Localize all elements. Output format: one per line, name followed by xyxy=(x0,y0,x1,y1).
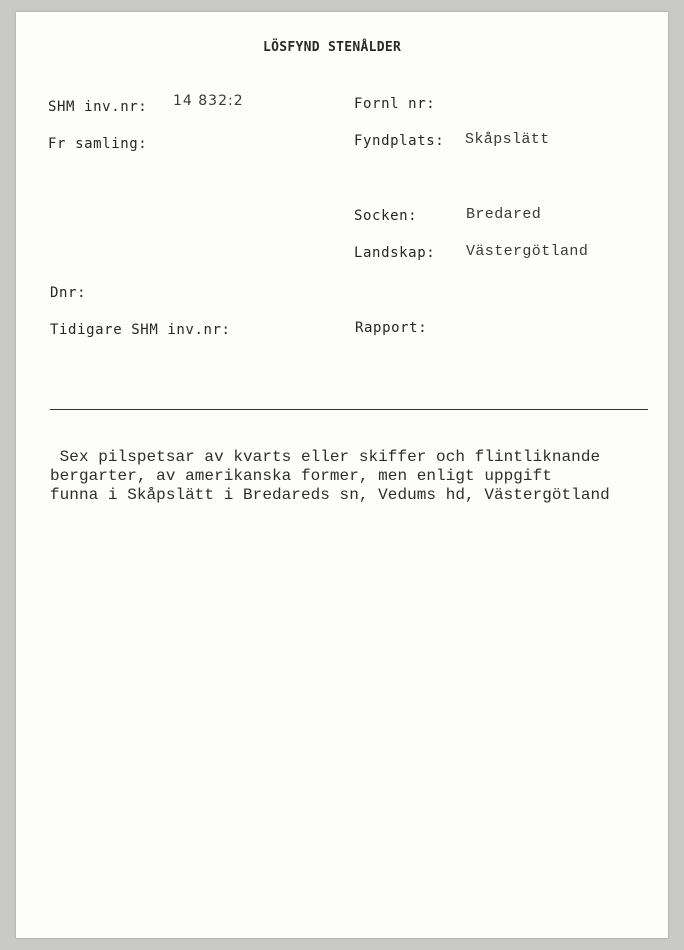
shm-inv-value: 14 832:2 xyxy=(173,93,244,109)
rapport-label: Rapport: xyxy=(355,320,428,336)
fornl-nr-label: Fornl nr: xyxy=(354,96,436,112)
landskap-value: Västergötland xyxy=(466,243,589,260)
landskap-label: Landskap: xyxy=(354,245,436,261)
fr-samling-label: Fr samling: xyxy=(48,136,148,152)
shm-inv-label: SHM inv.nr: xyxy=(48,99,148,115)
separator-line xyxy=(50,409,648,410)
socken-value: Bredared xyxy=(466,206,542,223)
socken-label: Socken: xyxy=(354,208,418,224)
description-line: Sex pilspetsar av kvarts eller skiffer och flintliknande xyxy=(50,448,601,466)
description-text xyxy=(50,448,610,505)
tidigare-shm-inv-label: Tidigare SHM inv.nr: xyxy=(50,322,231,338)
catalog-card xyxy=(16,12,668,938)
fyndplats-value: Skåpslätt xyxy=(465,131,550,148)
dnr-label: Dnr: xyxy=(50,285,87,301)
card-title: LÖSFYND STENÅLDER xyxy=(263,40,402,55)
fyndplats-label: Fyndplats: xyxy=(354,133,445,149)
description-line: funna i Skåpslätt i Bredareds sn, Vedums hd, Västergötland xyxy=(50,486,610,504)
description-line: bergarter, av amerikanska former, men enligt uppgift xyxy=(50,467,552,485)
